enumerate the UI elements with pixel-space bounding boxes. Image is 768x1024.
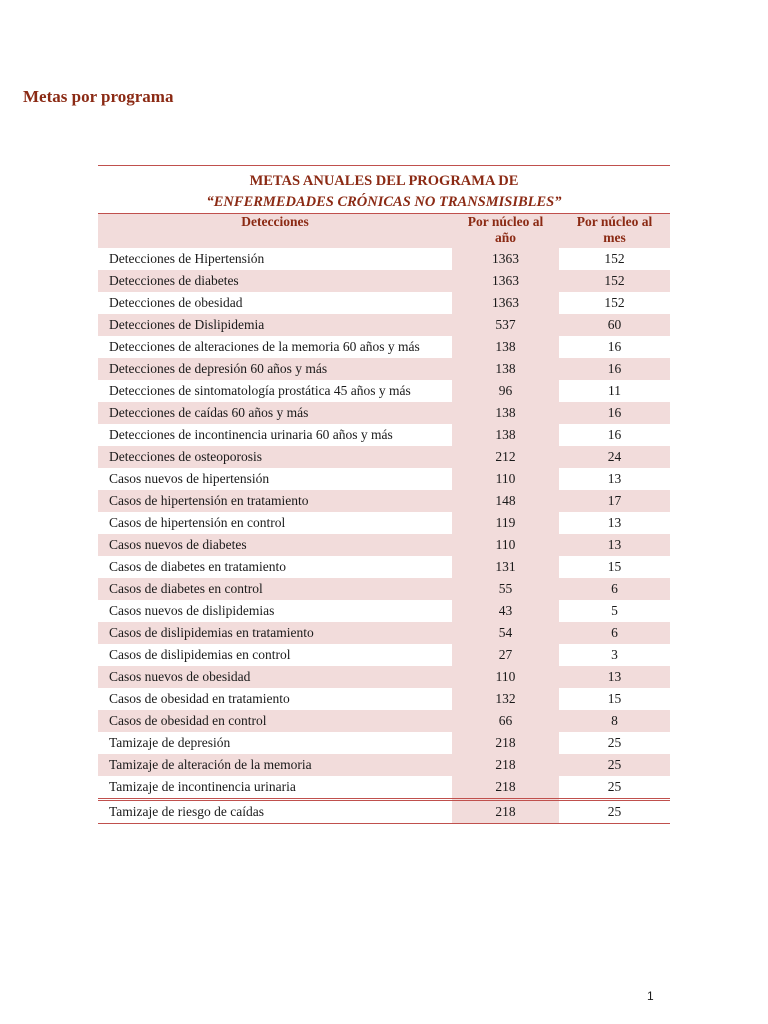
row-mes-cell: 16: [559, 424, 670, 446]
table-row: [98, 710, 670, 732]
row-label-cell: Casos de dislipidemias en control: [98, 644, 452, 666]
row-label-cell: Detecciones de osteoporosis: [98, 446, 452, 468]
table-row: [98, 490, 670, 512]
row-label-cell: Casos nuevos de obesidad: [98, 666, 452, 688]
table-row: [98, 688, 670, 710]
row-mes-cell: 6: [559, 622, 670, 644]
row-mes-cell: 15: [559, 556, 670, 578]
table-row: [98, 512, 670, 534]
row-mes-cell: 15: [559, 688, 670, 710]
table-header-row: [98, 214, 670, 249]
table-row: [98, 600, 670, 622]
table-row: [98, 380, 670, 402]
row-anio-cell: 1363: [452, 270, 559, 292]
row-anio-cell: 138: [452, 424, 559, 446]
row-mes-cell: 13: [559, 534, 670, 556]
row-label-cell: Casos de diabetes en control: [98, 578, 452, 600]
row-anio-cell: 138: [452, 336, 559, 358]
table-caption-line2: “ENFERMEDADES CRÓNICAS NO TRANSMISIBLES”: [206, 194, 562, 210]
row-label-cell: Tamizaje de depresión: [98, 732, 452, 754]
row-anio-cell: 131: [452, 556, 559, 578]
row-mes-cell: 16: [559, 336, 670, 358]
table-row: [98, 534, 670, 556]
row-mes-cell: 60: [559, 314, 670, 336]
row-mes-cell: 25: [559, 754, 670, 776]
table-row: [98, 468, 670, 490]
row-anio-cell: 110: [452, 666, 559, 688]
row-anio-cell: 218: [452, 732, 559, 754]
row-label-cell: Detecciones de Dislipidemia: [98, 314, 452, 336]
row-anio-cell: 96: [452, 380, 559, 402]
row-label-cell: Casos nuevos de hipertensión: [98, 468, 452, 490]
row-label-cell: Tamizaje de riesgo de caídas: [98, 800, 452, 824]
row-mes-cell: 6: [559, 578, 670, 600]
row-label-cell: Casos nuevos de dislipidemias: [98, 600, 452, 622]
row-label-cell: Casos de hipertensión en tratamiento: [98, 490, 452, 512]
table-row: [98, 336, 670, 358]
row-label-cell: Detecciones de obesidad: [98, 292, 452, 314]
row-label-cell: Casos de diabetes en tratamiento: [98, 556, 452, 578]
row-label-cell: Detecciones de Hipertensión: [98, 248, 452, 270]
table-body: [98, 248, 670, 824]
row-mes-cell: 25: [559, 800, 670, 824]
row-label-cell: Detecciones de caídas 60 años y más: [98, 402, 452, 424]
row-anio-cell: 132: [452, 688, 559, 710]
row-mes-cell: 17: [559, 490, 670, 512]
goals-table-block: [98, 165, 670, 824]
row-label-cell: Detecciones de depresión 60 años y más: [98, 358, 452, 380]
row-anio-cell: 54: [452, 622, 559, 644]
row-mes-cell: 16: [559, 358, 670, 380]
row-anio-cell: 1363: [452, 292, 559, 314]
row-mes-cell: 24: [559, 446, 670, 468]
row-mes-cell: 8: [559, 710, 670, 732]
table-row: [98, 314, 670, 336]
row-anio-cell: 138: [452, 402, 559, 424]
table-row: [98, 358, 670, 380]
table-row: [98, 248, 670, 270]
row-label-cell: Detecciones de incontinencia urinaria 60 años y más: [98, 424, 452, 446]
table-row: [98, 776, 670, 800]
table-row: [98, 754, 670, 776]
row-label-cell: Casos nuevos de diabetes: [98, 534, 452, 556]
row-anio-cell: 55: [452, 578, 559, 600]
row-anio-cell: 1363: [452, 248, 559, 270]
row-anio-cell: 218: [452, 754, 559, 776]
table-row: [98, 446, 670, 468]
row-anio-cell: 27: [452, 644, 559, 666]
row-mes-cell: 11: [559, 380, 670, 402]
row-mes-cell: 13: [559, 512, 670, 534]
table-row: [98, 644, 670, 666]
row-anio-cell: 119: [452, 512, 559, 534]
header-por-nucleo-mes: Por núcleo al mes: [576, 214, 653, 245]
row-mes-cell: 16: [559, 402, 670, 424]
table-caption-line1: METAS ANUALES DEL PROGRAMA DE: [249, 173, 519, 189]
page-number: 1: [647, 989, 654, 1003]
row-label-cell: Casos de obesidad en control: [98, 710, 452, 732]
row-mes-cell: 13: [559, 666, 670, 688]
table-row: [98, 424, 670, 446]
row-anio-cell: 218: [452, 800, 559, 824]
header-por-nucleo-anio: Por núcleo al año: [467, 214, 544, 245]
table-row: [98, 666, 670, 688]
table-row: [98, 292, 670, 314]
row-mes-cell: 3: [559, 644, 670, 666]
row-anio-cell: 66: [452, 710, 559, 732]
table-row: [98, 800, 670, 824]
row-mes-cell: 13: [559, 468, 670, 490]
goals-table: [98, 213, 670, 824]
row-label-cell: Detecciones de sintomatología prostática 45 años y más: [98, 380, 452, 402]
row-anio-cell: 148: [452, 490, 559, 512]
table-row: [98, 270, 670, 292]
row-label-cell: Casos de obesidad en tratamiento: [98, 688, 452, 710]
row-mes-cell: 5: [559, 600, 670, 622]
row-anio-cell: 138: [452, 358, 559, 380]
table-row: [98, 622, 670, 644]
row-label-cell: Casos de hipertensión en control: [98, 512, 452, 534]
row-mes-cell: 152: [559, 292, 670, 314]
row-mes-cell: 25: [559, 732, 670, 754]
row-label-cell: Casos de dislipidemias en tratamiento: [98, 622, 452, 644]
table-row: [98, 556, 670, 578]
header-detecciones: Detecciones: [241, 214, 309, 229]
table-row: [98, 578, 670, 600]
page-heading: Metas por programa: [23, 87, 174, 106]
row-anio-cell: 43: [452, 600, 559, 622]
row-anio-cell: 537: [452, 314, 559, 336]
row-label-cell: Tamizaje de alteración de la memoria: [98, 754, 452, 776]
row-anio-cell: 110: [452, 468, 559, 490]
row-anio-cell: 212: [452, 446, 559, 468]
row-mes-cell: 25: [559, 776, 670, 800]
row-mes-cell: 152: [559, 248, 670, 270]
row-mes-cell: 152: [559, 270, 670, 292]
table-row: [98, 732, 670, 754]
row-anio-cell: 110: [452, 534, 559, 556]
row-label-cell: Detecciones de alteraciones de la memoria 60 años y más: [98, 336, 452, 358]
row-label-cell: Detecciones de diabetes: [98, 270, 452, 292]
row-label-cell: Tamizaje de incontinencia urinaria: [98, 776, 452, 800]
table-row: [98, 402, 670, 424]
row-anio-cell: 218: [452, 776, 559, 800]
